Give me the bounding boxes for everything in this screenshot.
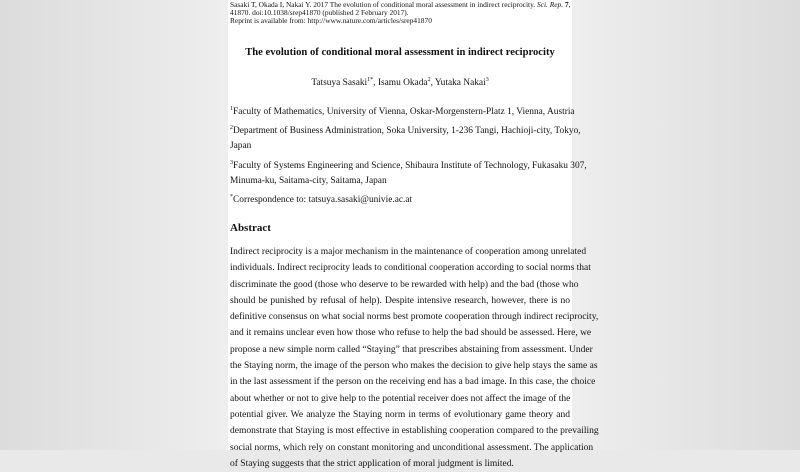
correspondence-email: *Correspondence to: tatsuya.sasaki@univie.ac.at [230, 194, 413, 205]
affiliation-3-continuation: Minuma-ku, Saitama-city, Saitama, Japan [230, 176, 387, 186]
abstract-line: should be punished by refusal of help). Despite intensive research, however, there is no [230, 295, 570, 306]
abstract-line: of Staying suggests that the strict application of moral judgment is limited. [230, 458, 514, 469]
abstract-line: in the last assessment if the person on the receiving end has a bad image. In this case, the choice [230, 377, 596, 388]
abstract-line: propose a new simple norm called “Staying” that prescribes abstaining from assessment. Under [230, 344, 593, 355]
abstract-line: demonstrate that Staying is most effective in establishing cooperation compared to the prevailing [230, 426, 599, 437]
abstract-line: potential giver. We analyze the Staying norm in terms of evolutionary game theory and [230, 409, 570, 420]
citation-line-1: Sasaki T, Okada I, Nakai Y. 2017 The evolution of conditional moral assessment in indirect reciprocity. Sci. Rep. 7, [230, 0, 571, 9]
author-name: Yutaka Nakai [434, 78, 486, 88]
author-name: Isamu Okada [377, 78, 428, 88]
abstract-line: definitive consensus on what social norms best promote cooperation through indirect reciprocity, [230, 312, 599, 323]
document-page[interactable] [228, 0, 599, 469]
citation-line-2: 41870. doi:10.1038/srep41870 (published 2 February 2017). [230, 8, 409, 17]
abstract-line: Indirect reciprocity is a major mechanism in the maintenance of cooperation among unrelated [230, 247, 587, 257]
abstract-line: discriminate the good (those who deserve to be rewarded with help) and the bad (those who [230, 279, 579, 290]
abstract-line: about whether or not to give help to the potential receiver does not affect the image of the [230, 393, 571, 404]
affiliation-2-continuation: Japan [230, 141, 252, 151]
affiliation-1: $^1$Faculty of Mathematics, University of Vienna, Oskar-Morgenstern-Platz 1, Vienna, Austria [230, 106, 575, 117]
abstract-line: and it remains unclear even how those who refuse to help the bad should be assessed. Here, we [230, 328, 592, 339]
abstract-body [230, 244, 599, 472]
reprint-url-line: Reprint is available from: http://www.nature.com/articles/srep41870 [230, 16, 432, 25]
abstract-line: the Staying norm, the image of the person who makes the decision to give help stays the same as [230, 361, 598, 372]
author-name: Tatsuya Sasaki [311, 78, 368, 88]
abstract-line: individuals. Indirect reciprocity leads to conditional cooperation according to social norms that [230, 263, 591, 274]
author-list: Tatsuya Sasaki$^{1*}$, Isamu Okada$^2$, Yutaka Nakai$^3$ [311, 77, 489, 88]
affiliation-2: $^2$Department of Business Administration, Soka University, 1-236 Tangi, Hachioji-city, Tokyo, [230, 125, 581, 136]
abstract-line: social norms, which rely on constant monitoring and unconditional assessment. The application [230, 442, 594, 453]
paper-title: The evolution of conditional moral assessment in indirect reciprocity [245, 47, 555, 58]
affiliation-3: $^3$Faculty of Systems Engineering and Science, Shibaura Institute of Technology, Fukasaku 307, [230, 160, 587, 171]
abstract-heading: Abstract [230, 222, 271, 234]
